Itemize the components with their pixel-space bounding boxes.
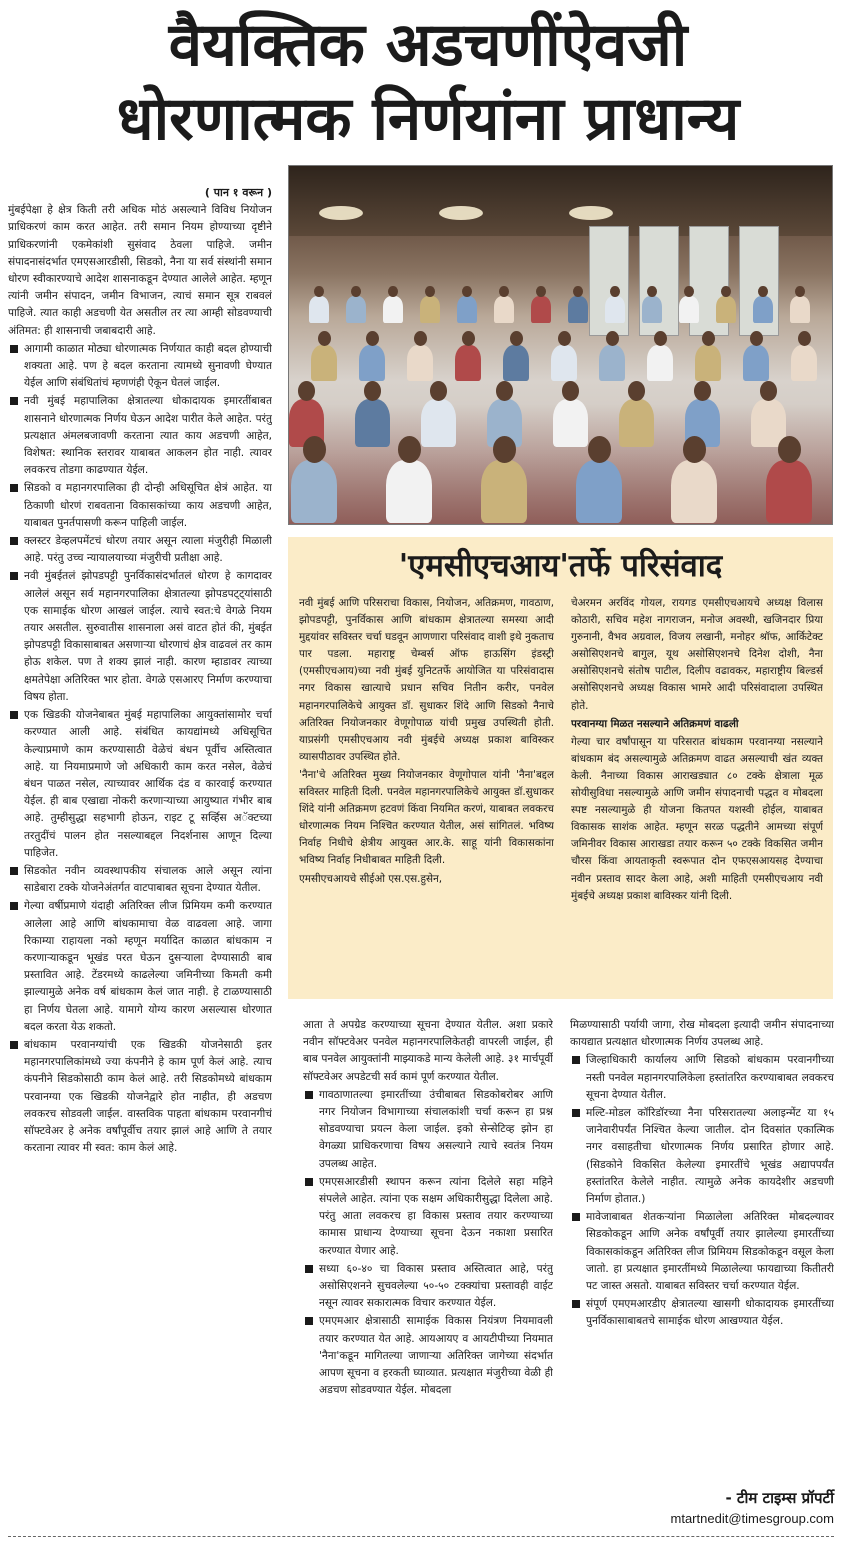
- bullet-square-icon: [10, 537, 18, 545]
- audience-head: [683, 436, 706, 463]
- bullet-square-icon: [10, 572, 18, 580]
- headline-line-1: वैयक्तिक अडचणींऐवजी: [168, 10, 688, 80]
- box-paragraph: एमसीएचआयचे सीईओ एस.एस.हुसेन,: [299, 872, 443, 885]
- audience-head: [462, 331, 475, 346]
- box-column-2: [571, 595, 823, 990]
- audience-body: [766, 460, 812, 523]
- bullet-square-icon: [10, 867, 18, 875]
- audience-body: [311, 345, 337, 381]
- event-photo: [288, 165, 833, 525]
- audience-head: [558, 331, 571, 346]
- bullet-text: जिल्हाधिकारी कार्यालय आणि सिडको बांधकाम परवानगीच्या नस्ती पनवेल महानगरपालिकेला हस्तांतरित करण्याबाबत लवकरच सूचना देण्यात येतील.: [586, 1054, 834, 1101]
- audience-head: [647, 286, 657, 297]
- bullet-text: क्लस्टर डेव्हलपमेंटचं धोरण तयार असून त्याला मंजुरीही मिळाली आहे. परंतु उच्च न्यायालयाच्या मंजुरीची प्रतीक्षा आहे.: [24, 535, 272, 565]
- right-intro-paragraph: मिळण्यासाठी पर्यायी जागा, रोख मोबदला इत्यादी जमीन संपादनाच्या कायद्यात प्रत्यक्षात धोरणात्मक निर्णय उपलब्ध आहे.: [570, 1019, 834, 1049]
- bullet-item: [8, 341, 272, 393]
- audience-body: [531, 296, 551, 323]
- bullet-text: मल्टि-मोडल कॉरिडॉरच्या नैना परिसरातल्या अलाइन्मेंट या १५ जानेवारीपर्यंत निश्चित केल्या जातील. दोन दिवसांत एकात्मिक नगर वसाहतीचा धोरणात्मक निर्णय प्रसारित होणार आहे. (सिडकोने विकसित केलेल्या इमारतींचे भूखंड अद्यापपर्यंत हस्तांतरित केलेले नाहीत. त्यामुळे अनेक कायदेशीर अडचणी निर्माण होतात.): [586, 1107, 834, 1206]
- audience-head: [721, 286, 731, 297]
- audience-head: [493, 436, 516, 463]
- bullet-text: आगामी काळात मोठ्या धोरणात्मक निर्णयात काही बदल होण्याची शक्यता आहे. पण हे बदल करताना त्यामध्ये सुनावणी घेण्यात येईल आणि संबंधितांचं म्हणणंही ऐकून घेतलं जाईल.: [24, 342, 272, 390]
- bullet-item: [8, 1037, 272, 1157]
- audience-head: [798, 331, 811, 346]
- audience-head: [778, 436, 801, 463]
- event-box: [288, 537, 833, 999]
- bullet-square-icon: [10, 345, 18, 353]
- audience-head: [750, 331, 763, 346]
- headline: [0, 8, 856, 156]
- audience-body: [503, 345, 529, 381]
- audience-body: [309, 296, 329, 323]
- audience-body: [383, 296, 403, 323]
- audience-head: [510, 331, 523, 346]
- audience-head: [366, 331, 379, 346]
- bullet-text: गेल्या वर्षीप्रमाणे यंदाही अतिरिक्त लीज प्रिमियम कमी करण्यात आलेला आहे आणि बांधकामाचा वेळ वाढवला आहे. जागा रिकाम्या राहायला नको म्हणून मर्यादित काळात बांधकाम न करणाऱ्याकडून भूखंड परत घेऊन दुसऱ्याला देण्यासाठी बाब प्रस्तावित आहे. टेंडरमध्ये काढलेल्या जमिनीच्या किमती कमी झाल्यामुळे अनेक वर्ष बांधकाम केलं जात नाही. हे टाळण्यासाठी हा निर्णय घेतला आहे. यामागे योग्य कारण असल्यास धोरणात बदल करता येऊ शकतो.: [24, 900, 272, 1033]
- audience-body: [619, 399, 654, 447]
- audience-head: [496, 381, 514, 401]
- audience-head: [388, 286, 398, 297]
- middle-column: [303, 1017, 553, 1529]
- audience-head: [414, 331, 427, 346]
- left-column: [8, 184, 272, 1529]
- bullet-item: [8, 393, 272, 479]
- audience-head: [758, 286, 768, 297]
- audience-body: [359, 345, 385, 381]
- bullet-item: [570, 1209, 834, 1295]
- bullet-item: [8, 898, 272, 1036]
- audience-head: [536, 286, 546, 297]
- audience-head: [303, 436, 326, 463]
- audience-body: [421, 399, 456, 447]
- audience-head: [684, 286, 694, 297]
- audience-body: [642, 296, 662, 323]
- bullet-item: [8, 568, 272, 706]
- box-paragraph: चेअरमन अरविंद गोयल, रायगड एमसीएचआयचे अध्यक्ष विलास कोठारी, सचिव महेश नागराजन, मनोज अवस्थी, खजिनदार प्रिया गुरुनानी, वैभव अग्रवाल, विजय लखानी, मनोहर श्रॉफ, आर्किटेक्ट असोसिएशनचे बागुल, यूथ असोसिएशनचे दिनेश दोशी, नैना असोसिएशनचे संतोष पाटील, दिलीप वढावकर, महाराष्ट्रीय बिल्डर्स असोसिएशनचे अध्यक्ष विकास भामरे आदी परिसंवादाला उपस्थित होते.: [571, 597, 823, 712]
- bottom-rule: [8, 1536, 834, 1537]
- bullet-item: [570, 1105, 834, 1208]
- audience-head: [318, 331, 331, 346]
- middle-bullet-list: [303, 1087, 553, 1400]
- audience-head: [760, 381, 778, 401]
- bullet-item: [8, 863, 272, 897]
- audience-body: [679, 296, 699, 323]
- audience-body: [455, 345, 481, 381]
- audience-head: [364, 381, 382, 401]
- audience-body: [599, 345, 625, 381]
- headline-line-2: धोरणात्मक निर्णयांना प्राधान्य: [116, 84, 740, 154]
- audience-body: [791, 345, 817, 381]
- audience-head: [562, 381, 580, 401]
- box-title: 'एमसीएचआय'तर्फे परिसंवाद: [398, 548, 723, 584]
- bullet-item: [303, 1313, 553, 1399]
- bullet-item: [303, 1261, 553, 1313]
- right-bullet-list: [570, 1052, 834, 1330]
- photo-ceiling-lamp: [439, 206, 483, 220]
- audience-head: [573, 286, 583, 297]
- bullet-square-icon: [572, 1213, 580, 1221]
- bullet-item: [570, 1296, 834, 1330]
- audience-head: [425, 286, 435, 297]
- audience-body: [695, 345, 721, 381]
- bullet-item: [8, 533, 272, 567]
- audience-body: [481, 460, 527, 523]
- bullet-text: एमएसआरडीसी स्थापन करून त्यांना दिलेले सहा महिने संपलेले आहेत. त्यांना एक सक्षम अधिकारीसुद्धा दिलेला आहे. परंतु आता लवकरच हा विकास प्रस्ताव तयार करण्याच्या कामास प्राधान्य देण्याच्या सूचना देऊन नकाशा प्रसारित करण्यात येणार आहे.: [319, 1175, 553, 1257]
- bullet-text: एक खिडकी योजनेबाबत मुंबई महापालिका आयुक्तांसामोर चर्चा करण्यात आली आहे. संबंधित कायद्यांमध्ये अधिसूचित केल्याप्रमाणे काम करण्यासाठी वेळेचं बंधन पूर्वीच अस्तित्वात आहे. या नियमाप्रमाणे जो अधिकारी काम करत नसेल, वेळेचं बंधन पाळत नसेल, त्याच्यावर आर्थिक दंड व कारवाई करण्यात येईल. ही बाब एखाद्या नोकरी करणाऱ्याच्या आयुष्यात गंभीर बाब आहे. तुम्हीसुद्धा सहभागी होऊन, राइट टू सर्व्हिस अॅक्टच्या तरतुदींचं पालन होत नसल्याबद्दल निदर्शनास आणून दिल्या पाहिजेत.: [24, 709, 272, 859]
- audience-head: [795, 286, 805, 297]
- bullet-text: बांधकाम परवानग्यांची एक खिडकी योजनेसाठी इतर महानगरपालिकांमध्ये ज्या कंपनीने हे काम पूर्ण केलं आहे. त्याच कंपनीने सिडकोसाठी काम केलं आहे. तरी सिडकोमध्ये बांधकाम परवानग्या एक खिडकी योजनेद्वारे होत नाहीत, ही अडचण लवकरच सोडवली जाईल. वास्तविक पाहता बांधकाम परवानगीचं सॉफ्टवेअर हे अनेक वर्षांपूर्वीच तयार झालं आहे आणि ते तयार करताना त्यावर मी स्वत: काम केलं आहे.: [24, 1038, 272, 1155]
- bullet-text: सिडको व महानगरपालिका ही दोन्ही अधिसूचित क्षेत्रं आहेत. या ठिकाणी धोरणं राबवताना विकासकांच्या काय अडचणी आहेत, याबाबत पुनर्तपासणी करून पाहिली जाईल.: [24, 482, 272, 529]
- audience-body: [386, 460, 432, 523]
- bullet-item: [570, 1052, 834, 1104]
- audience-body: [743, 345, 769, 381]
- bullet-text: मावेजाबाबत शेतकऱ्यांना मिळालेला अतिरिक्त मोबदल्यावर सिडकोकडून आणि अनेक वर्षांपूर्वी तयार झालेल्या इमारतींच्या विकासकांकडून अतिरिक्त लीज प्रिमियम सिडकोकडून वसूल केला जातो. हा प्रत्यक्षात इमारतींमध्ये मिळालेल्या फायद्याच्या कितीतरी पट जास्त असतो. याबाबत सविस्तर चर्चा करण्यात येईल.: [586, 1211, 834, 1293]
- audience-body: [494, 296, 514, 323]
- bullet-item: [8, 707, 272, 862]
- bullet-item: [8, 480, 272, 532]
- audience-body: [605, 296, 625, 323]
- photo-ceiling-lamp: [569, 206, 613, 220]
- audience-head: [430, 381, 448, 401]
- bullet-text: सध्या ६०-४० चा विकास प्रस्ताव अस्तित्वात आहे, परंतु असोसिएशनने सुचवलेल्या ५०-५० टक्क्यांचा प्रस्तावही वाईट नसून त्यावर सकारात्मक विचार करण्यात येईल.: [319, 1262, 553, 1310]
- bullet-square-icon: [10, 711, 18, 719]
- bullet-square-icon: [10, 397, 18, 405]
- bullet-text: नवी मुंबई महापालिका क्षेत्रातल्या धोकादायक इमारतींबाबत शासनाने धोरणात्मक निर्णय घेऊन आदेश पारीत केले आहेत. परंतु प्रत्यक्षात अंमलबजावणी करताना त्यात काय अडचणी आहेत, विशेषत: स्थानिक स्तरावर याबाबत आकलन होत नाही. त्यावर लवकरच तोडगा काढण्यात येईल.: [24, 395, 272, 477]
- bullet-square-icon: [305, 1317, 313, 1325]
- audience-body: [568, 296, 588, 323]
- box-paragraph: गेल्या चार वर्षांपासून या परिसरात बांधकाम परवानग्या नसल्याने बांधकाम बंद असल्यामुळे अतिक्रमण वाढत असल्याची खंत व्यक्त केली. नैनाच्या विकास आराखड्यात ८० टक्के क्षेत्राला मूळ सोयीसुविधा नसल्यामुळे आणि जमीन संपादनाची पद्धत व मोबदला स्पष्ट नसल्यामुळे ही योजना कितपत यशस्वी होईल, याबाबत विकासक साशंक आहेत. म्हणून सरळ पद्धतीने आमच्या संपूर्ण जमिनीवर विकास आराखडा तयार करून ५० टक्के विकसित जमीन चौरस किंवा आयताकृती स्वरूपात दोन एफएसआयसह देण्याचा नवीन प्रस्ताव सादर केला आहे, अशी माहिती एमसीएचआय नवी मुंबईचे अध्यक्ष प्रकाश बाविस्कर यांनी दिली.: [571, 735, 823, 902]
- audience-body: [407, 345, 433, 381]
- bullet-square-icon: [305, 1265, 313, 1273]
- bullet-text: सिडकोत नवीन व्यवस्थापकीय संचालक आले असून त्यांना साडेबारा टक्के योजनेअंतर्गत वाटपाबाबत सूचना देण्यात येतील.: [24, 864, 272, 895]
- audience-head: [702, 331, 715, 346]
- bullet-square-icon: [10, 1041, 18, 1049]
- bullet-text: गावठाणातल्या इमारतींच्या उंचीबाबत सिडकोबरोबर आणि नगर नियोजन विभागाच्या संचालकांशी चर्चा करून हा प्रश्न सोडवण्याचा प्रयत्न केला जाईल. इको सेन्सेटिव्ह झोन हा वेगळ्या प्राधिकरणाचा विषय असल्याने त्याचे स्वतंत्र नियम उपलब्ध आहेत.: [319, 1088, 553, 1170]
- bullet-text: एमएमआर क्षेत्रासाठी सामाईक विकास नियंत्रण नियमावली तयार करण्यात येत आहे. आयआयए व आयटीपीच्या नियमात 'नैना'कडून मागितल्या जाणाऱ्या अतिरिक्त जागेच्या संदर्भात आपण सूचना व हरकती घ्याव्यात. प्रत्यक्षात मंजुरीच्या वेळी ही अडचण सोडवण्यात येईल. मोबदला: [319, 1315, 553, 1397]
- bullet-square-icon: [305, 1178, 313, 1186]
- bullet-square-icon: [572, 1056, 580, 1064]
- bullet-item: [303, 1087, 553, 1173]
- audience-body: [291, 460, 337, 523]
- email-address[interactable]: mtartnedit@timesgroup.com: [670, 1511, 834, 1526]
- audience-body: [753, 296, 773, 323]
- audience-head: [314, 286, 324, 297]
- photo-ceiling-lamp: [319, 206, 363, 220]
- box-paragraph: 'नैना'चे अतिरिक्त मुख्य नियोजनकार वेणूगोपाल यांनी 'नैना'बद्दल सविस्तर माहिती दिली. पनवेल महानगरपालिकेचे आयुक्त डॉ.सुधाकर शिंदे यांनी अतिक्रमण हटवणं किंवा नियमित करणं, याबाबत लवकरच धोरणात्मक नियम निश्चित करण्यात येतील, असं सांगितलं. भविष्य निर्वाह निधीचे क्षेत्रीय आयुक्त आर.के. साहू यांनी विकासकांना भविष्य निर्वाह निधीबाबत माहिती दिली.: [299, 768, 554, 867]
- audience-body: [576, 460, 622, 523]
- audience-body: [553, 399, 588, 447]
- byline: - टीम टाइम्स प्रॉपर्टी: [725, 1489, 834, 1507]
- box-paragraph: नवी मुंबई आणि परिसराचा विकास, नियोजन, अतिक्रमण, गावठाण, झोपडपट्टी, पुनर्विकास आणि बांधकाम क्षेत्रातल्या समस्या आदी मुद्दयांवर सविस्तर चर्चा घडवून आणणारा परिसंवाद वाशी इथे नुकताच पार पडला. महाराष्ट्र चेम्बर्स ऑफ हाऊसिंग इंडस्ट्री (एमसीएचआय)च्या नवी मुंबई युनिटतर्फे आयोजित या परिसंवादास नगर विकास खात्याचे प्रधान सचिव नितीन करीर, पनवेल महानगरपालिकेचे आयुक्त डॉ. सुधाकर शिंदे आणि सिडको नैनाचे अतिरिक्त नियोजनकार वेणूगोपाळ यांची प्रमुख उपस्थिती होती. याप्रसंगी एमसीएचआय नवी मुंबईचे अध्यक्ष प्रकाश बाविस्कर व्यासपीठावर उपस्थित होते.: [299, 597, 554, 763]
- audience-head: [606, 331, 619, 346]
- audience-head: [462, 286, 472, 297]
- audience-head: [694, 381, 712, 401]
- box-column-1: [299, 595, 554, 990]
- audience-body: [716, 296, 736, 323]
- bullet-square-icon: [572, 1109, 580, 1117]
- audience-body: [671, 460, 717, 523]
- audience-head: [298, 381, 316, 401]
- audience-body: [420, 296, 440, 323]
- bullet-text: नवी मुंबईतलं झोपडपट्टी पुनर्विकासंदर्भातलं धोरण हे कागदावर आलेलं असून सर्व महानगरपालिका क्षेत्रातल्या झोपडपट्ट्यांसाठी एक सामाईक धोरण आखलं जाईल. त्याचे स्वत:चे वेगळे नियम तयार असतील. सुरुवातीस शासनाला असं वाटत होतं की, मुंबईत झोपडपट्टी विकासाबाबत असणाऱ्या धोरणाचं क्षेत्र वाढवलं तर काम होऊ शकेल. पण ते शक्य झालं नाही. कारण म्हाडावर त्याच्या क्षमतेपेक्षा अतिरिक्त भार होता. वेगळे एसआरए निर्माण करण्याचा विषय होता.: [24, 570, 272, 703]
- audience-head: [654, 331, 667, 346]
- bullet-square-icon: [305, 1091, 313, 1099]
- continued-from-page-1: ( पान १ वरून ): [204, 186, 272, 199]
- bullet-square-icon: [572, 1300, 580, 1308]
- bullet-square-icon: [10, 484, 18, 492]
- audience-body: [647, 345, 673, 381]
- audience-body: [457, 296, 477, 323]
- bullet-square-icon: [10, 902, 18, 910]
- right-column: [570, 1017, 834, 1487]
- bullet-text: संपूर्ण एमएमआरडीए क्षेत्रातल्या खासगी धोकादायक इमारतींच्या पुनर्विकासाबाबतचे सामाईक धोरण आखण्यात येईल.: [586, 1298, 834, 1328]
- left-bullet-list: [8, 341, 272, 1158]
- audience-body: [551, 345, 577, 381]
- audience-head: [610, 286, 620, 297]
- audience-head: [588, 436, 611, 463]
- left-intro-paragraph: मुंबईपेक्षा हे क्षेत्र किती तरी अधिक मोठं असल्याने विविध नियोजन प्राधिकरणं काम करत आहेत. तरी समान नियम होण्याच्या दृष्टीने प्राधिकरणांनी एकमेकांशी सुसंवाद ठेवला पाहिजे. जमीन संपादनासंदर्भात एमएसआरडीसी, सिडको, नैना या सर्व संस्थांनी समान धोरण स्वीकारण्याचे आदेश शासनाकडून देण्यात आलेले आहेत. म्हणून त्यांनी जमीन संपादन, जमीन विभाजन, त्याचं समान सूत्र राबवलं पाहिजे. त्यात काही अडचणी येत असतील तर त्या आम्ही सोडवण्याची अंतिमत: ही शासनाची जबाबदारी आहे.: [8, 204, 272, 337]
- audience-head: [351, 286, 361, 297]
- audience-body: [790, 296, 810, 323]
- middle-intro-paragraph: आता ते अपग्रेड करण्याच्या सूचना देण्यात येतील. अशा प्रकारे नवीन सॉफ्टवेअर पनवेल महानगरपालिकेतही वापरली जाईल, ही बाब पनवेल आयुक्तांनी माझ्याकडे मान्य केलेली आहे. ३१ मार्चपूर्वी सॉफ्टवेअर अपडेटची सर्व कामं पूर्ण करण्यात येतील.: [303, 1019, 553, 1083]
- bullet-item: [303, 1174, 553, 1260]
- audience-body: [346, 296, 366, 323]
- audience-head: [628, 381, 646, 401]
- box-subheading: परवानग्या मिळत नसल्याने अतिक्रमणं वाढली: [571, 717, 739, 730]
- audience-head: [398, 436, 421, 463]
- audience-head: [499, 286, 509, 297]
- audience-body: [355, 399, 390, 447]
